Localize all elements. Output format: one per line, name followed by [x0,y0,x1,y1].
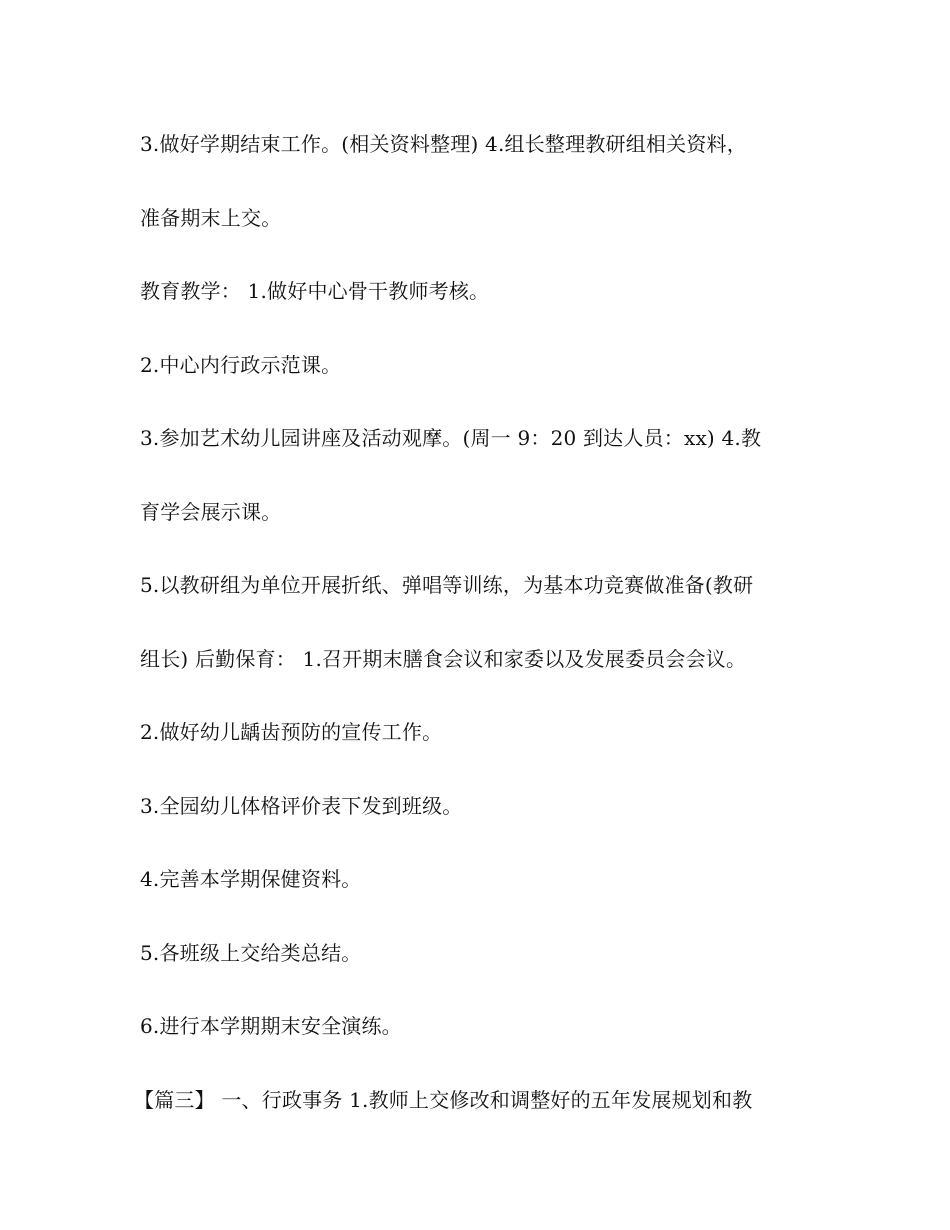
text-line: 组长) 后勤保育： 1.召开期末膳食会议和家委以及发展委员会会议。 [140,646,747,671]
text-line: 教育教学： 1.做好中心骨干教师考核。 [140,279,490,303]
text-line: 4.完善本学期保健资料。 [140,867,362,891]
text-line: 3.全园幼儿体格评价表下发到班级。 [140,793,463,818]
text-line: 2.做好幼儿龋齿预防的宣传工作。 [140,720,443,744]
text-line: 3.参加艺术幼儿园讲座及活动观摩。(周一 9：20 到达人员：xx) 4.教 [140,426,762,450]
section-heading-line: 【篇三】 一、行政事务 1.教师上交修改和调整好的五年发展规划和教 [134,1087,753,1112]
text-line: 5.以教研组为单位开展折纸、弹唱等训练，为基本功竞赛做准备(教研 [140,573,754,597]
text-line: 3.做好学期结束工作。(相关资料整理) 4.组长整理教研组相关资料， [140,132,747,156]
text-line: 2.中心内行政示范课。 [140,352,342,377]
text-line: 准备期末上交。 [140,205,282,230]
text-line: 6.进行本学期期末安全演练。 [140,1014,402,1038]
document-body [134,124,810,1153]
text-line: 育学会展示课。 [140,499,282,524]
text-line: 5.各班级上交给类总结。 [140,940,362,965]
